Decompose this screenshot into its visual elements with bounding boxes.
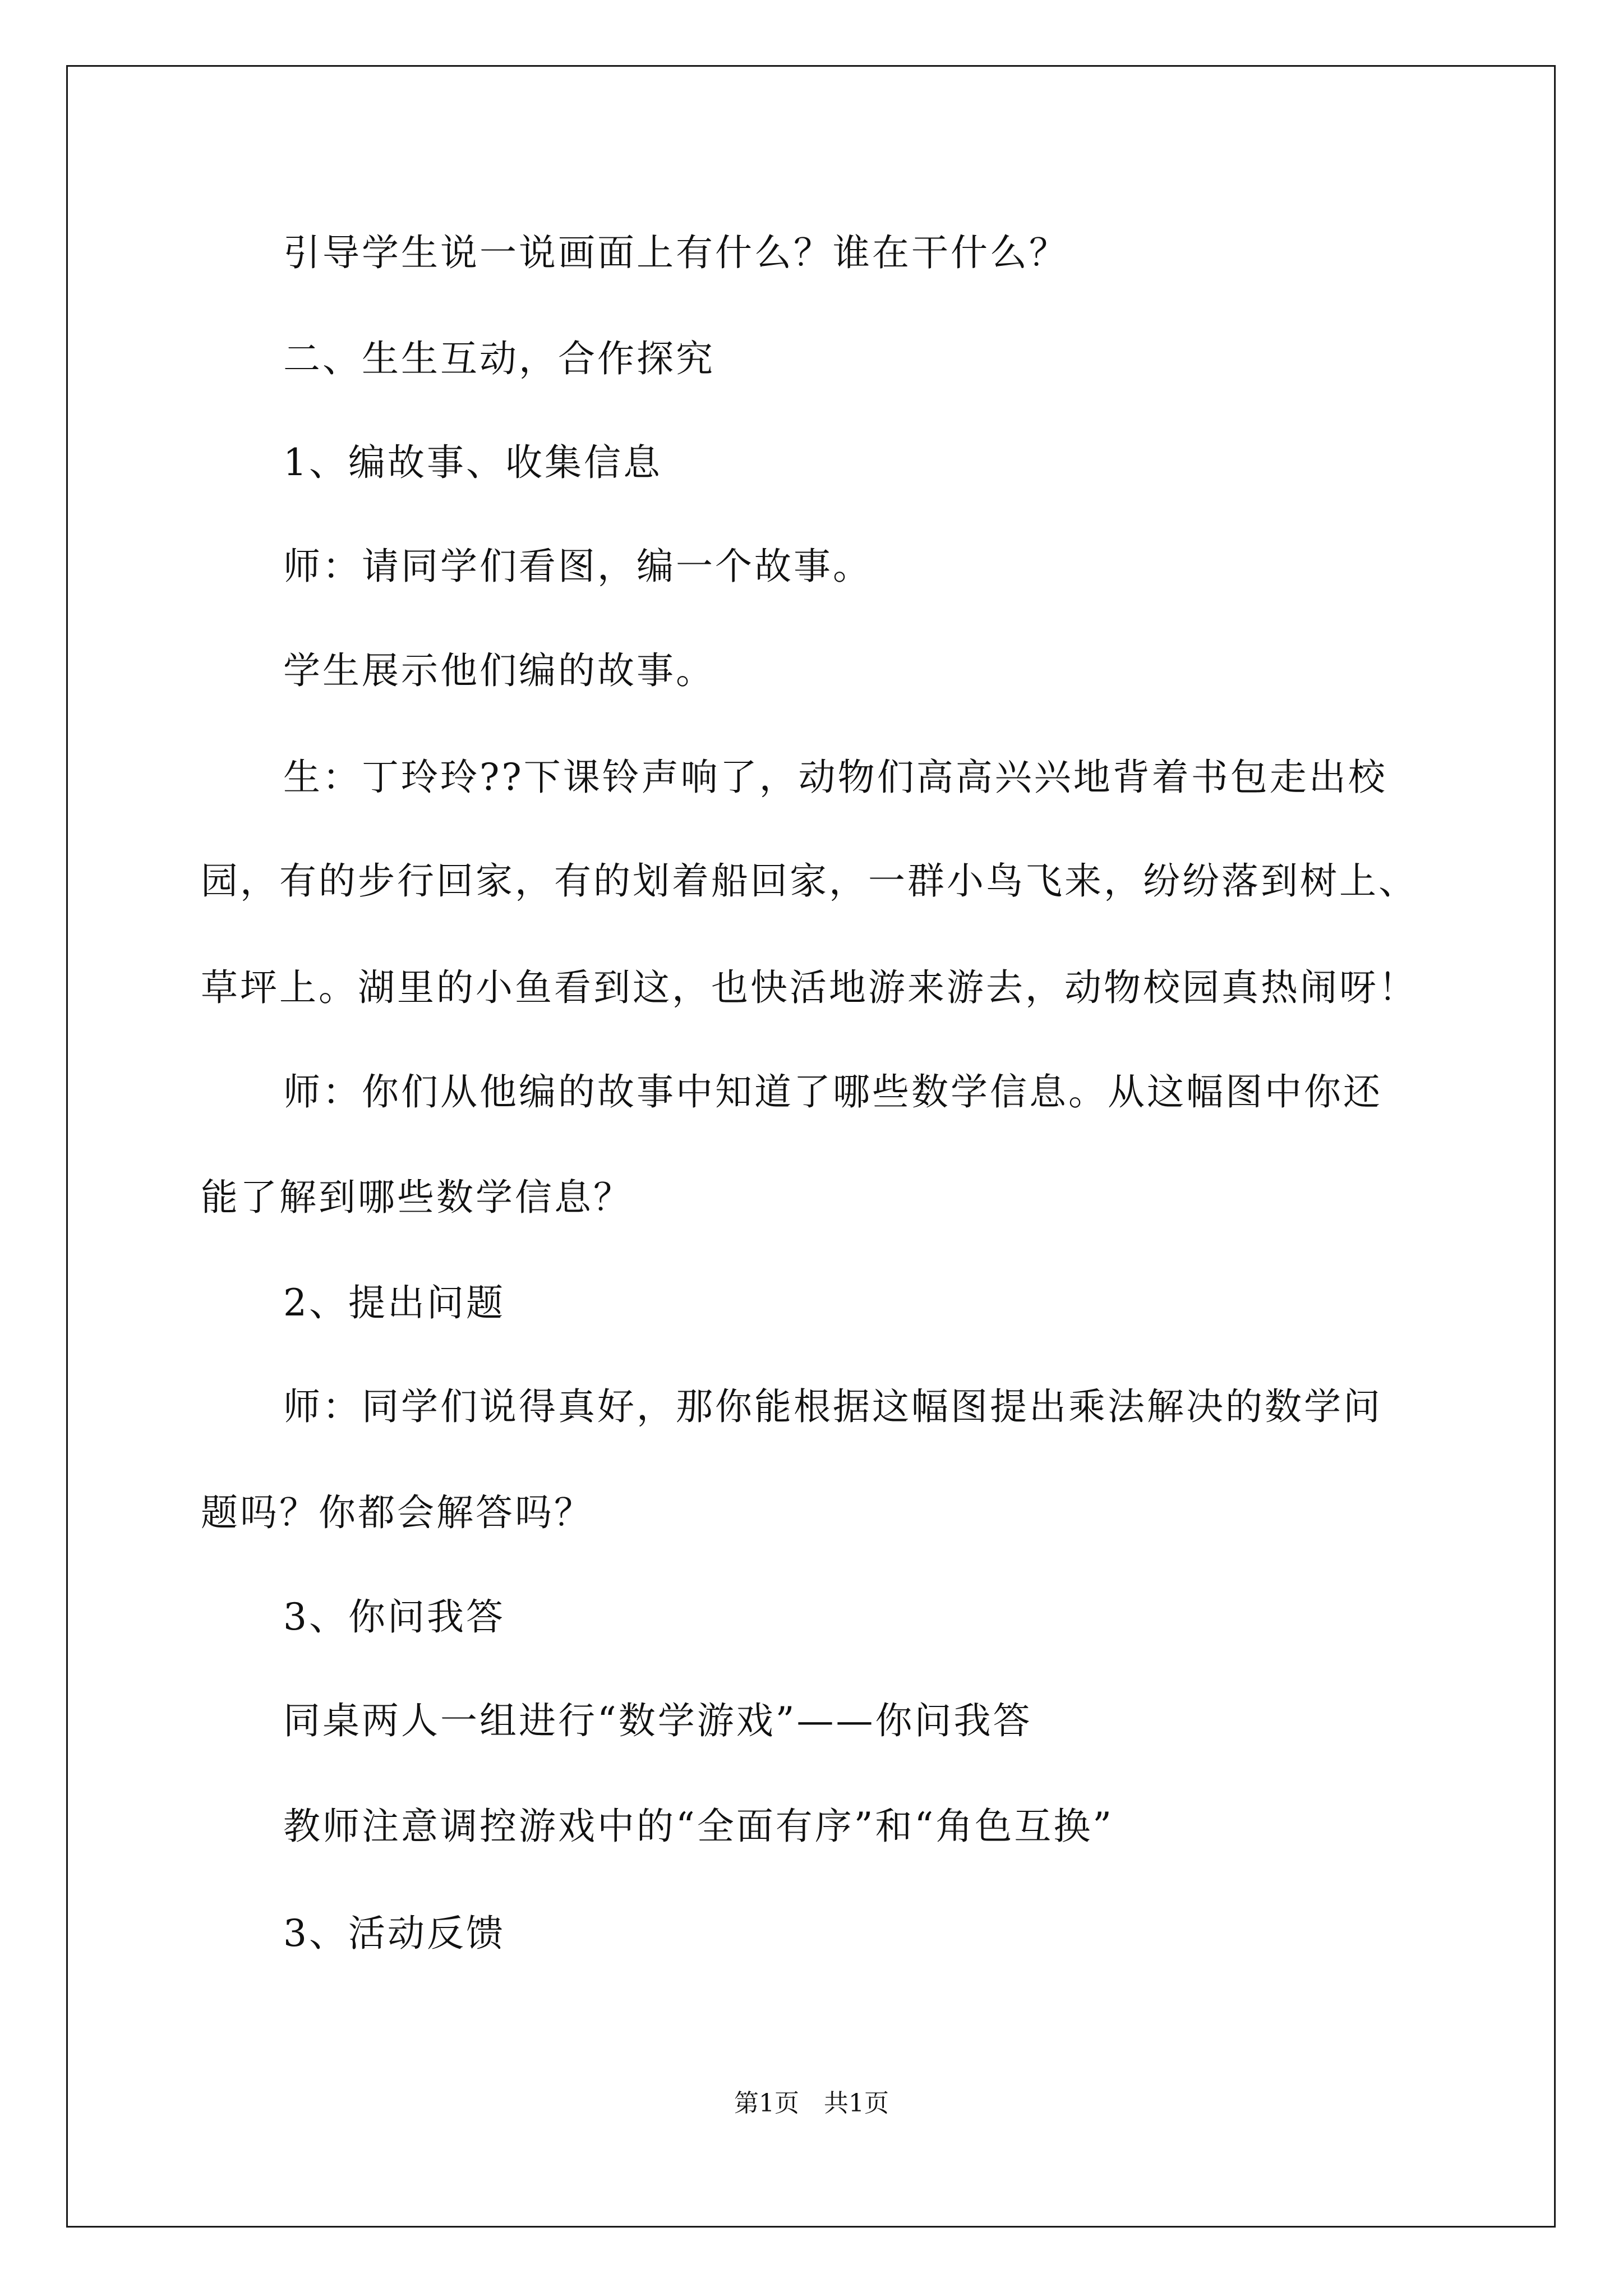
subsection-heading: 3、活动反馈 (283, 1912, 505, 1955)
paragraph-line: 草坪上。湖里的小鱼看到这，也快活地游来游去，动物校园真热闹呀！ (201, 966, 1418, 1009)
paragraph-line: 师：同学们说得真好，那你能根据这幅图提出乘法解决的数学问 (283, 1385, 1382, 1428)
paragraph-line: 题吗？你都会解答吗？ (201, 1491, 593, 1534)
paragraph-line: 引导学生说一说画面上有什么？谁在干什么？ (283, 231, 1068, 274)
paragraph-line: 教师注意调控游戏中的“全面有序”和“角色互换” (283, 1805, 1114, 1848)
paragraph-line: 师：请同学们看图，编一个故事。 (283, 545, 872, 588)
paragraph-line: 生：丁玲玲??下课铃声响了，动物们高高兴兴地背着书包走出校 (283, 756, 1387, 799)
paragraph-line: 同桌两人一组进行“数学游戏”——你问我答 (283, 1699, 1032, 1742)
page-number-footer: 第1页 共1页 (734, 2089, 889, 2118)
paragraph-line: 师：你们从他编的故事中知道了哪些数学信息。从这幅图中你还 (283, 1070, 1382, 1114)
subsection-heading: 3、你问我答 (283, 1595, 505, 1639)
subsection-heading: 1、编故事、收集信息 (283, 441, 662, 484)
section-heading: 二、生生互动，合作探究 (283, 337, 715, 380)
paragraph-line: 能了解到哪些数学信息？ (201, 1176, 633, 1219)
paragraph-line: 学生展示他们编的故事。 (283, 649, 715, 692)
page-border (66, 65, 1556, 2228)
paragraph-line: 园，有的步行回家，有的划着船回家，一群小鸟飞来，纷纷落到树上、 (201, 859, 1418, 903)
subsection-heading: 2、提出问题 (283, 1281, 505, 1324)
